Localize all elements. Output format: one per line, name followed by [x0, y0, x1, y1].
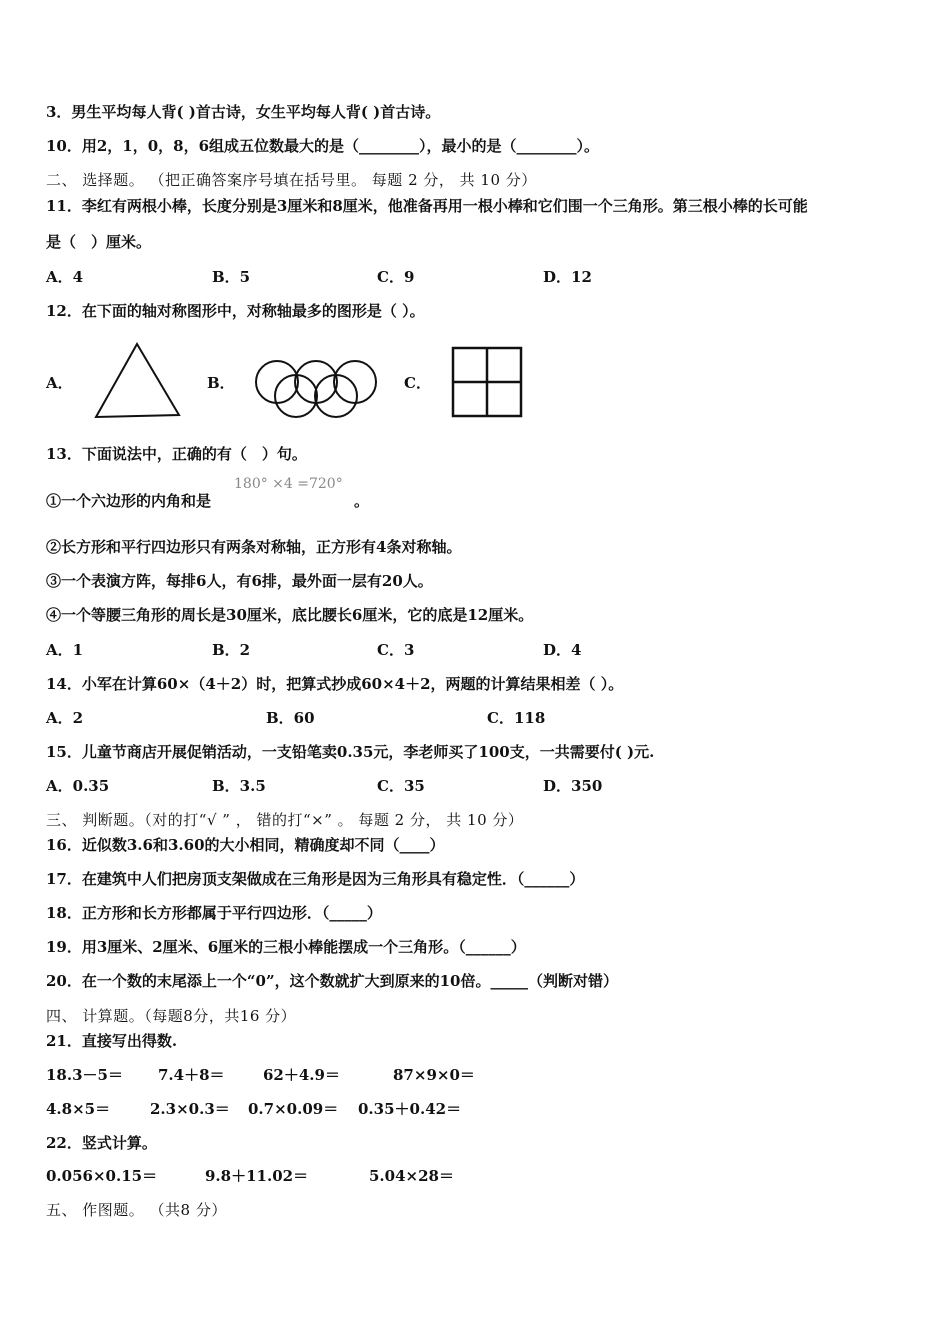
q13-statement-1: ①一个六边形的内角和是	[46, 492, 212, 510]
calc-item: 2.3×0.3＝	[150, 1100, 230, 1118]
q12-option-a: A．	[46, 374, 73, 392]
calc-item: 7.4＋8＝	[158, 1066, 225, 1084]
q13-statement-4: ④一个等腰三角形的周长是30厘米，底比腰长6厘米，它的底是12厘米。	[46, 606, 534, 624]
q14-option-c: C．118	[487, 709, 546, 727]
question-10: 10．用2，1，0，8，6组成五位数最大的是（________），最小的是（________）。	[46, 137, 600, 155]
question-11-line2: 是（ ）厘米。	[46, 233, 152, 251]
calc-item: 87×9×0＝	[393, 1066, 475, 1084]
q11-option-a: A．4	[46, 268, 84, 286]
question-19: 19．用3厘米、2厘米、6厘米的三根小棒能摆成一个三角形。（______）	[46, 938, 526, 956]
calc-item: 9.8＋11.02＝	[205, 1167, 309, 1185]
q15-option-b: B．3.5	[212, 777, 266, 795]
calc-item: 18.3－5＝	[46, 1066, 123, 1084]
question-13: 13．下面说法中，正确的有（ ）句。	[46, 445, 307, 463]
q11-option-c: C．9	[377, 268, 415, 286]
divided-square-figure	[448, 343, 526, 421]
q14-option-a: A．2	[46, 709, 84, 727]
question-17: 17．在建筑中人们把房顶支架做成在三角形是因为三角形具有稳定性．（______）	[46, 870, 585, 888]
q15-option-c: C．35	[377, 777, 425, 795]
section-5-heading: 五、 作图题。 （共8 分）	[46, 1201, 227, 1219]
section-3-heading: 三、 判断题。（对的打“√ ” ， 错的打“×” 。 每题 2 分， 共 10 分）	[46, 811, 524, 829]
triangle-figure	[90, 340, 186, 422]
olympic-rings-figure	[250, 356, 382, 422]
calc-item: 62＋4.9＝	[263, 1066, 340, 1084]
calc-item: 0.7×0.09＝	[248, 1100, 339, 1118]
calc-item: 0.056×0.15＝	[46, 1167, 158, 1185]
question-11-line1: 11．李红有两根小棒，长度分别是3厘米和8厘米，他准备再用一根小棒和它们围一个三角形。第三根小棒的长可能	[46, 197, 808, 215]
q13-statement-2: ②长方形和平行四边形只有两条对称轴，正方形有4条对称轴。	[46, 538, 462, 556]
question-20: 20．在一个数的末尾添上一个“0”，这个数就扩大到原来的10倍。_____（判断对错）	[46, 972, 618, 990]
q13-option-a: A．1	[46, 641, 84, 659]
calc-item: 5.04×28＝	[369, 1167, 454, 1185]
section-4-heading: 四、 计算题。（每题8分，共16 分）	[46, 1007, 297, 1025]
q13-statement-3: ③一个表演方阵，每排6人，有6排，最外面一层有20人。	[46, 572, 433, 590]
q11-option-b: B．5	[212, 268, 251, 286]
calc-item: 0.35＋0.42＝	[358, 1100, 462, 1118]
question-21: 21．直接写出得数.	[46, 1032, 178, 1050]
question-18: 18．正方形和长方形都属于平行四边形．（_____）	[46, 904, 382, 922]
q15-option-a: A．0.35	[46, 777, 110, 795]
q13-formula: 180° ×4 =720°	[234, 476, 343, 492]
q11-option-d: D．12	[543, 268, 592, 286]
q14-option-b: B．60	[266, 709, 315, 727]
calc-item: 4.8×5＝	[46, 1100, 111, 1118]
q13-option-d: D．4	[543, 641, 582, 659]
question-15: 15．儿童节商店开展促销活动，一支铅笔卖0.35元，李老师买了100支，一共需要付( )元.	[46, 743, 655, 761]
q12-option-c: C．	[404, 374, 431, 392]
q15-option-d: D．350	[543, 777, 603, 795]
question-12: 12．在下面的轴对称图形中，对称轴最多的图形是（ ）。	[46, 302, 425, 320]
question-16: 16．近似数3.6和3.60的大小相同，精确度却不同（____）	[46, 836, 445, 854]
question-3: 3．男生平均每人背( )首古诗，女生平均每人背( )首古诗。	[46, 103, 441, 121]
question-14: 14．小军在计算60×（4＋2）时，把算式抄成60×4＋2，两题的计算结果相差（ ）。	[46, 675, 624, 693]
q13-statement-1-end: 。	[354, 492, 370, 510]
q12-option-b: B．	[207, 374, 235, 392]
q13-option-c: C．3	[377, 641, 415, 659]
q13-option-b: B．2	[212, 641, 251, 659]
question-22: 22．竖式计算。	[46, 1134, 157, 1152]
section-2-heading: 二、 选择题。 （把正确答案序号填在括号里。 每题 2 分， 共 10 分）	[46, 171, 537, 189]
